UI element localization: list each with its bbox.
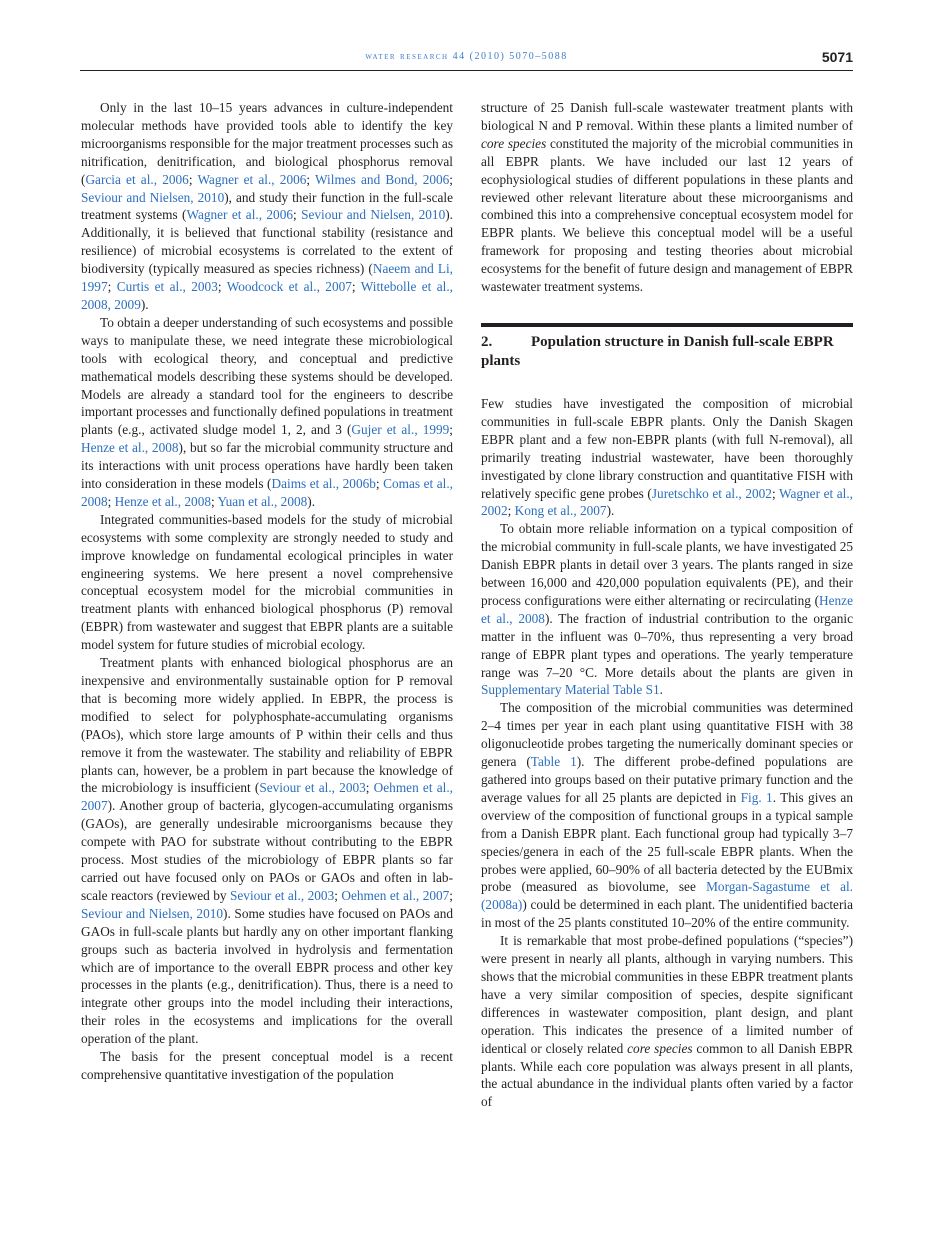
paragraph [81,511,453,654]
text-run: . [659,682,663,698]
citation-link[interactable]: Oehmen et al., 2007 [81,780,453,814]
paragraph [481,99,853,296]
text-run: ) could be determined in each plant. The unidentified bacteria in most of the 25 plants constituted 10–20% of the entire community. [481,897,853,931]
paragraph [481,520,853,699]
text-run: ), but so far the microbial community structure and its interactions with unit process operations have hardly been taken into consideration in these models ( [81,440,453,492]
text-run: ; [351,279,361,295]
text-run: The basis for the present conceptual model is a recent comprehensive quantitative investigation of the population [81,1049,453,1082]
text-run: ; [107,493,115,509]
citation-link[interactable]: Seviour et al., 2003 [259,780,366,796]
right-column [481,99,853,1111]
citation-link[interactable]: Seviour and Nielsen, 2010 [81,905,224,921]
text-run: ). [307,493,316,509]
citation-link[interactable]: Wittebolle et al., 2008, 2009 [81,279,453,312]
text-run: ; [449,887,453,903]
text-run: ; [449,171,453,187]
paragraph [81,654,453,1048]
paragraph [481,395,853,520]
paragraph [81,99,453,314]
citation-link[interactable]: Garcia et al., 2006 [85,171,189,187]
text-run: ). The different probe-defined populations are gathered into groups based on their putative primary function and the average values for all 25 plants are depicted in [481,754,853,805]
text-run: Treatment plants with enhanced biological phosphorus are an inexpensive and environmentally sustainable option for P removal that is becoming more widely applied. In EBPR, the process is modified to select for polyphosphate-accumulating organisms (PAOs), which store large amounts of P within their cells and thus remove it from the wastewater. The stability and reliability of EBPR plants can, however, be a problem in part because the knowledge of the microbiology is insufficient ( [81,655,453,796]
citation-link[interactable]: Yuan et al., 2008 [217,493,308,509]
citation-link[interactable]: Table 1 [530,754,577,770]
citation-link[interactable]: Kong et al., 2007 [514,503,607,519]
journal-citation: water research 44 (2010) 5070–5088 [365,51,568,62]
emphasis: core species [627,1040,693,1056]
paragraph [481,699,853,932]
citation-link[interactable]: Daims et al., 2006b [271,476,376,492]
emphasis: core species [481,135,547,151]
citation-link[interactable]: Comas et al., 2008 [81,476,453,509]
citation-link[interactable]: Wilmes and Bond, 2006 [315,171,450,187]
text-run: Only in the last 10–15 years advances in culture-independent molecular methods have provided tools able to identify the key microorganisms responsible for the major treatment processes such as nitrification, denitrification, and biological phosphorus removal ( [81,100,453,187]
text-run: Integrated communities-based models for the study of microbial ecosystems with some complexity are strongly needed to study and improve knowledge on fundamental ecological principles in water engineering systems. We here present a novel comprehensive conceptual ecosystem model for the microbial communities in treatment plants with enhanced biological phosphorus (P) removal (EBPR) from wastewater and suggest that EBPR plants are a suitable model system for future studies of microbial ecology. [81,511,453,653]
text-run: ; [107,279,117,295]
citation-link[interactable]: Woodcock et al., 2007 [226,279,352,295]
text-run: ). The fraction of industrial contribution to the organic matter in the influent was 0–70%, thus representing a very broad range of EBPR plant types and operations. The yearly temperature range was 7–20 °C. More details about the plants are given in [481,610,853,680]
citation-link[interactable]: Seviour et al., 2003 [230,887,335,903]
text-run: ). Additionally, it is believed that functional stability (resistance and resilience) of microbial ecosystems is correlated to the extent of biodiversity (typically measured as species richness) ( [81,207,453,277]
text-run: ). Some studies have focused on PAOs and GAOs in full-scale plants but hardly any on other important flanking groups such as bacteria involved in hydrolysis and fermentation which are of importance to the overall EBPR process and other key processes in the plants (e.g., denitrification). Thus, there is a need to integrate other groups into the model including their interactions, their roles in the ecosystems and implications for the overall operation of the plant. [81,905,453,1047]
text-run: ; [449,422,453,438]
text-run: To obtain a deeper understanding of such ecosystems and possible ways to manipulate these, we need integrate these microbiological tools with ecological theory, and conceptual and predictive mathematical models describing these systems should be developed. Models are already a standard tool for the engineers to describe important processes and functionally defined populations in treatment plants (e.g., activated sludge model 1, 2, and 3 ( [81,314,453,438]
section-heading [481,333,853,371]
citation-link[interactable]: Seviour and Nielsen, 2010 [81,189,225,205]
section-title: Population structure in Danish full-scale EBPR plants [481,333,834,369]
header-rule [80,70,853,71]
text-run: ; [365,780,374,796]
text-run: To obtain more reliable information on a typical composition of the microbial community in full-scale plants, we have investigated 25 Danish EBPR plants in detail over 3 years. The plants ranged in size between 16,000 and 420,000 population equivalents (PE), and their process configurations were either alternating or recirculating ( [481,521,853,608]
citation-link[interactable]: Naeem and Li, 1997 [81,261,454,295]
text-run: ; [771,485,779,501]
citation-link[interactable]: Henze et al., 2008 [481,592,853,626]
citation-link[interactable]: Wagner et al., 2006 [197,171,307,187]
text-run: The composition of the microbial communities was determined 2–4 times per year in each plant using quantitative FISH with 38 oligonucleotide probes targeting the numerically dominant species or genera ( [481,700,853,770]
citation-link[interactable]: Juretschko et al., 2002 [651,485,772,501]
text-run: It is remarkable that most probe-defined populations (“species”) were present in nearly all plants, although in varying numbers. This shows that the microbial communities in these EBPR treatment plants have a very similar composition of species, despite significant differences in wastewater composition, plant design, and plant operation. This indicates the presence of a limited number of identical or closely related [481,933,853,1056]
running-head [80,49,853,69]
text-run: ). [606,503,615,519]
paragraph [81,1048,453,1084]
text-run: ), and study their function in the full-scale treatment systems ( [81,189,453,223]
citation-link[interactable]: Curtis et al., 2003 [116,279,218,295]
section-number: 2. [481,333,493,350]
paragraph [481,932,853,1111]
text-run: ). [140,296,149,312]
citation-link[interactable]: Henze et al., 2008 [81,440,179,456]
citation-link[interactable]: Morgan-Sagastume et al. (2008a) [481,879,853,913]
citation-link[interactable]: Fig. 1 [740,789,773,805]
text-run: Few studies have investigated the composition of microbial communities in full-scale EBPR plants. Only the Danish Skagen EBPR plant and a few non-EBPR plants (with full N-removal), all primarily treating industrial wastewater, have been thoroughly investigated by clone library construction and quantitative FISH with relatively specific gene probes ( [481,395,853,501]
section-rule [481,323,853,327]
left-column [81,99,453,1084]
citation-link[interactable]: Wagner et al., 2006 [186,207,293,223]
text-run: ; [334,887,342,903]
text-run: ; [375,476,384,492]
citation-link[interactable]: Wagner et al., 2002 [481,485,854,519]
citation-link[interactable]: Henze et al., 2008 [114,493,211,509]
text-run: ; [306,171,316,187]
citation-link[interactable]: Seviour and Nielsen, 2010 [301,207,446,223]
text-run: ; [211,493,218,509]
citation-link[interactable]: Supplementary Material Table S1 [481,682,660,698]
citation-link[interactable]: Gujer et al., 1999 [351,422,450,438]
text-run: ; [507,503,515,519]
text-run: ; [188,171,198,187]
text-run: ). Another group of bacteria, glycogen-accumulating organisms (GAOs), are generally undesirable microorganisms because they compete with PAO for substrate without contributing to the EBPR process. Most studies of the microbiology of EBPR plants so far carried out have focused only on PAOs or GAOs and often in lab-scale reactors (reviewed by [81,798,453,903]
text-run: ; [293,207,302,223]
text-run: ; [217,279,227,295]
paragraph [81,314,453,511]
citation-link[interactable]: Oehmen et al., 2007 [341,887,450,903]
page-number: 5071 [821,49,853,65]
text-run: . This gives an overview of the composition of functional groups in a typical sample from a Danish EBPR plant. Each functional group had typically 3–7 species/genera in each of the 25 full-scale EBPR plants. When the probes were applied, 60–90% of all bacteria detected by the EUBmix probe (measured as biovolume, see [481,789,853,895]
text-run: constituted the majority of the microbial communities in all EBPR plants. We have included our last 12 years of ecophysiological studies of different populations in these plants and reviewed other relevant literature about these microorganisms and combined this into a comprehensive conceptual ecosystem model for EBPR plants. We believe this conceptual model will be a useful framework for proposing and testing theories about microbial ecosystems for the benefit of future design and management of EBPR wastewater treatment systems. [481,135,853,295]
text-run: common to all Danish EBPR plants. While each core population was always present in all plants, the actual abundance in the individual plants often varied by a factor of [481,1040,853,1110]
text-run: structure of 25 Danish full-scale wastewater treatment plants with biological N and P removal. Within these plants a limited number of [481,100,853,133]
